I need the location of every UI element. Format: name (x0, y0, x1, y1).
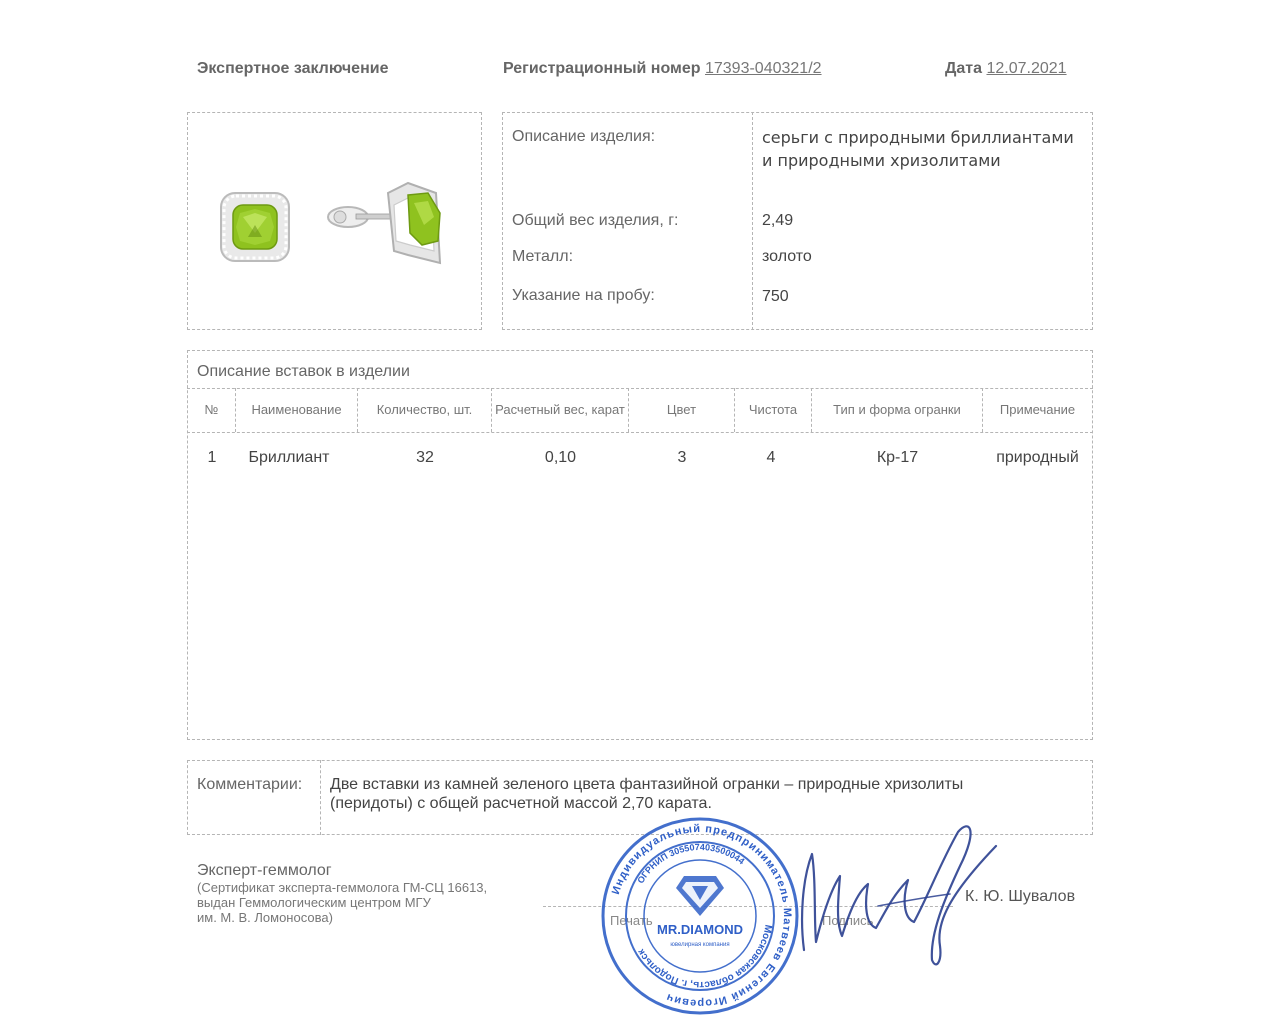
comments-divider (320, 760, 321, 835)
description-line-1: серьги с природными бриллиантами (762, 128, 1074, 147)
column-header-quantity: Количество, шт. (358, 388, 492, 432)
expert-cert-line-1: (Сертификат эксперта-геммолога ГМ-СЦ 16613, (197, 880, 488, 895)
stamp-brand-sub: ювелирная компания (670, 942, 730, 948)
assay-label: Указание на пробу: (512, 287, 655, 304)
weight-label: Общий вес изделия, г: (512, 212, 679, 229)
expert-certificate (197, 880, 487, 925)
metal-label: Металл: (512, 248, 574, 265)
table-header-bottom-line (187, 432, 1093, 433)
cell-name: Бриллиант (248, 449, 330, 466)
column-header-clarity: Чистота (735, 388, 812, 432)
earring-front-icon (221, 193, 289, 261)
expert-name: К. Ю. Шувалов (965, 888, 1076, 905)
cell-quantity: 32 (416, 449, 434, 466)
column-header-number: № (188, 388, 236, 432)
earring-side-icon (388, 183, 440, 263)
earrings-image (188, 113, 481, 329)
comments-label: Комментарии: (197, 776, 303, 793)
column-header-color: Цвет (629, 388, 735, 432)
product-photo-box (187, 112, 482, 330)
cell-cut: Кр-17 (876, 449, 919, 466)
comments-line-2: (перидоты) с общей расчетной массой 2,70 карата. (330, 795, 712, 812)
date (945, 60, 1067, 78)
expert-cert-line-3: им. М. В. Ломоносова) (197, 910, 333, 925)
cell-weight: 0,10 (544, 449, 577, 466)
stamp-region-text: Московская область, г. Подольск (635, 923, 774, 991)
cell-color: 3 (677, 449, 687, 466)
assay-value: 750 (762, 288, 789, 305)
company-stamp (600, 816, 800, 1016)
product-info-divider (752, 112, 753, 330)
column-header-note: Примечание (999, 402, 1076, 417)
description-label: Описание изделия: (512, 128, 656, 145)
diamond-logo-icon (676, 876, 724, 916)
document-title: Экспертное заключение (197, 60, 389, 77)
cell-number: 1 (207, 449, 217, 466)
inserts-title: Описание вставок в изделии (197, 363, 410, 380)
handwritten-signature (790, 810, 1010, 975)
registration-number (503, 60, 822, 78)
earring-back-icon (328, 207, 394, 227)
comments-line-1: Две вставки из камней зеленого цвета фантазийной огранки – природные хризолиты (330, 776, 964, 793)
stamp-brand: MR.DIAMOND (657, 922, 743, 937)
signature-label: Подпись (822, 913, 874, 928)
stamp-ring-text: Индивидуальный предприниматель Матвеев Евгений Игоревич (609, 822, 794, 1010)
column-header-name: Наименование (236, 388, 358, 432)
stamp-ogrnip-text: ОГРНИП 305507403500044 (635, 841, 747, 886)
cell-clarity: 4 (766, 449, 776, 466)
stamp-label: Печать (610, 913, 653, 928)
date-value: 12.07.2021 (986, 60, 1067, 77)
column-header-cut: Тип и форма огранки (812, 388, 983, 432)
date-label: Дата (945, 60, 983, 77)
registration-label: Регистрационный номер (503, 60, 701, 77)
column-header-weight: Расчетный вес, карат (492, 388, 629, 432)
weight-value: 2,49 (762, 212, 794, 229)
expert-cert-line-2: выдан Геммологическим центром МГУ (197, 895, 431, 910)
cell-note: природный (996, 449, 1079, 466)
metal-value: золото (762, 248, 812, 265)
expert-title: Эксперт-геммолог (197, 862, 332, 879)
description-line-2: и природными хризолитами (762, 151, 1001, 170)
registration-value: 17393-040321/2 (704, 60, 822, 77)
